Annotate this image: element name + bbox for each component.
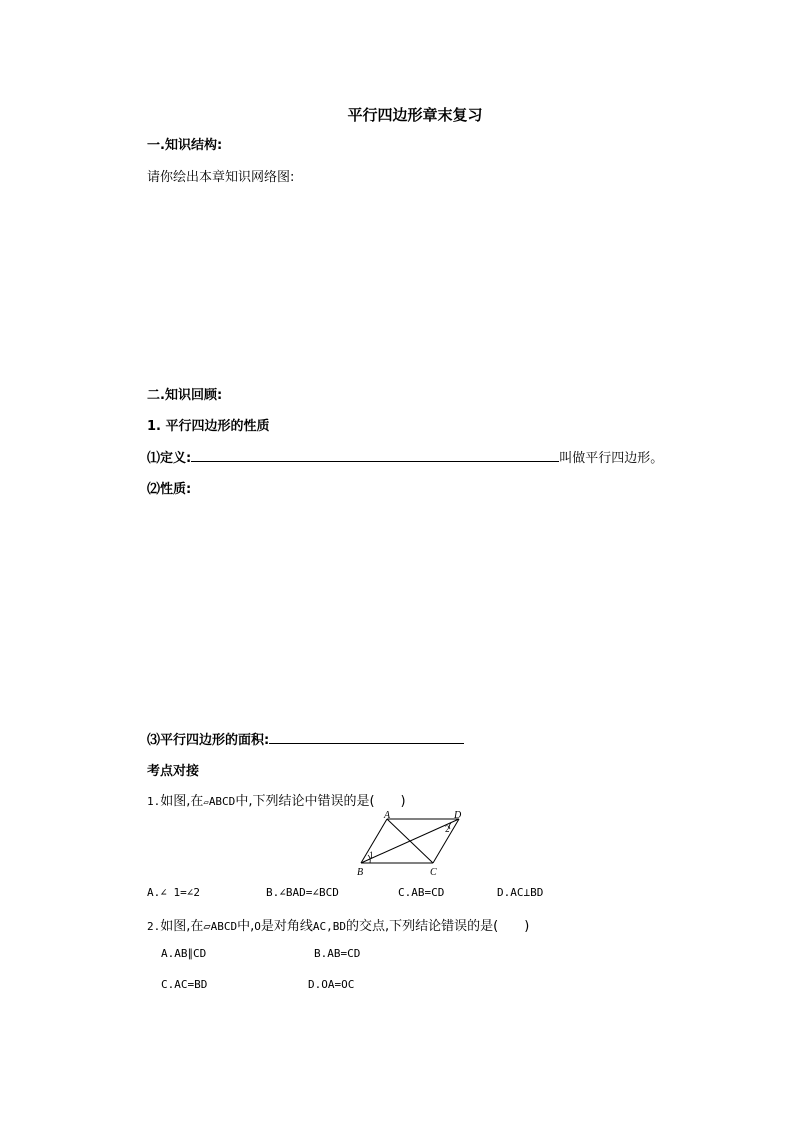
label-angle2: 2	[445, 824, 450, 834]
label-b: B	[357, 867, 364, 878]
section1-heading: 一.知识结构:	[147, 138, 223, 153]
label-angle1: 1	[369, 850, 374, 860]
parallelogram-figure	[355, 810, 475, 878]
q2-option-c[interactable]: C.AC=BD	[161, 978, 208, 991]
q2-option-a[interactable]: A.AB∥CD	[161, 947, 207, 960]
section2-heading: 二.知识回顾:	[147, 388, 223, 403]
definition-line	[147, 447, 663, 466]
q1-option-a[interactable]: A.∠ 1=∠2	[147, 886, 200, 899]
parallelogram-icon: ▱	[203, 798, 209, 808]
kaodian-heading: 考点对接	[147, 764, 200, 779]
label-d: D	[454, 810, 462, 821]
section1-prompt: 请你绘出本章知识网络图:	[147, 170, 295, 185]
q1-option-b[interactable]: B.∠BAD=∠BCD	[266, 886, 339, 899]
q1-option-c[interactable]: C.AB=CD	[398, 886, 445, 899]
page-title: 平行四边形章末复习	[347, 106, 483, 124]
area-label: ⑶平行四边形的面积:	[147, 733, 270, 748]
label-c: C	[430, 867, 437, 878]
q1-option-d[interactable]: D.AC⊥BD	[497, 886, 544, 899]
subsection-properties: 1. 平行四边形的性质	[147, 419, 270, 434]
properties-label: ⑵性质:	[147, 482, 192, 497]
q1-stem: 1.如图,在▱ABCD中,下列结论中错误的是( )	[147, 794, 406, 809]
parallelogram-icon: ▱	[203, 919, 211, 933]
definition-label: ⑴定义:	[147, 451, 192, 466]
area-line	[147, 729, 464, 748]
definition-blank[interactable]	[191, 447, 559, 462]
area-blank[interactable]	[269, 729, 464, 744]
label-a: A	[384, 810, 391, 821]
definition-suffix: 叫做平行四边形。	[559, 451, 664, 466]
side-ba	[361, 819, 387, 863]
q2-stem: 2.如图,在▱ABCD中,O是对角线AC,BD的交点,下列结论错误的是( )	[147, 919, 530, 934]
diagonal-ac	[387, 819, 433, 863]
q2-option-d[interactable]: D.OA=OC	[308, 978, 355, 991]
q2-option-b[interactable]: B.AB=CD	[314, 947, 361, 960]
